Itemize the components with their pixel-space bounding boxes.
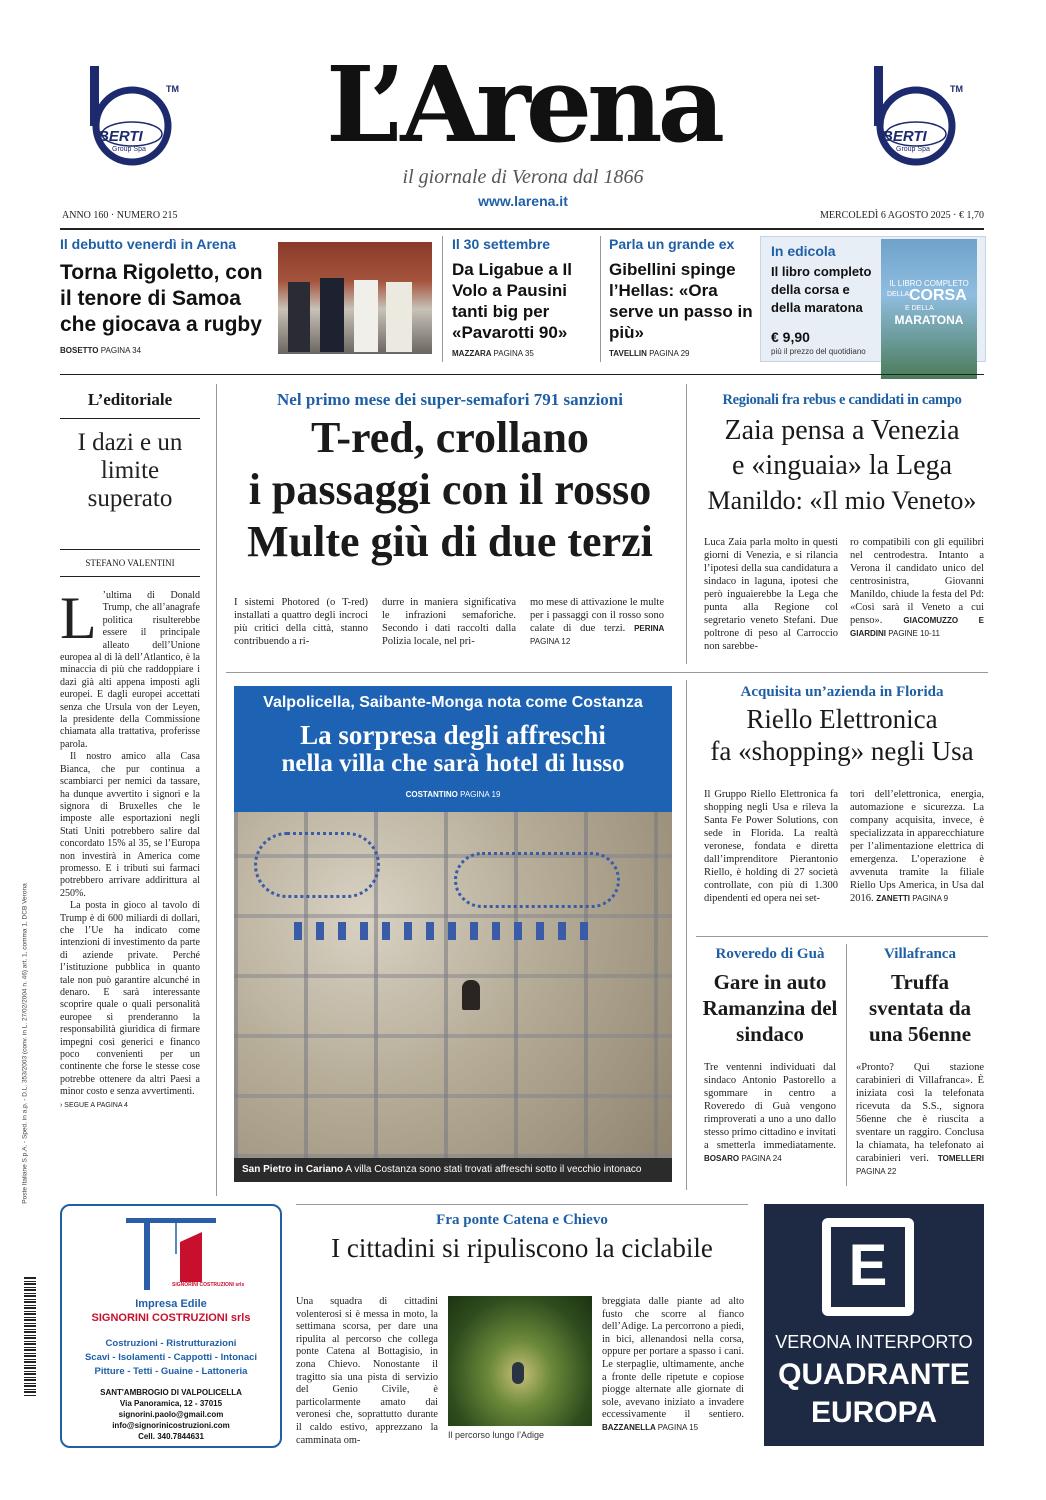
ad-phone: Cell. 340.7844631 xyxy=(138,1432,204,1441)
teaser-headline: Gibellini spinge l’Hellas: «Ora serve un passo in più» xyxy=(609,260,753,342)
rigoletto-photo xyxy=(278,242,432,354)
riello-article[interactable] xyxy=(696,684,988,924)
ad-city: SANT'AMBROGIO DI VALPOLICELLA xyxy=(100,1388,242,1397)
affreschi-caption: A villa Costanza sono stati trovati affreschi sotto il vecchio intonaco xyxy=(345,1164,642,1175)
ad-interporto[interactable] xyxy=(764,1204,984,1446)
ad-signorini[interactable] xyxy=(60,1204,282,1448)
edicola-kicker: In edicola xyxy=(771,243,836,259)
edicola-text: Il libro completo della corsa e della maratona xyxy=(771,264,872,315)
ciclabile-page: PAGINA 15 xyxy=(657,1422,699,1432)
zaia-headline-2: e «inguaia» la Lega xyxy=(731,450,952,481)
teaser-page: PAGINA 34 xyxy=(100,346,142,355)
zaia-headline-1: Zaia pensa a Venezia xyxy=(724,415,960,446)
ciclabile-col-1: Una squadra di cittadini volenterosi si è messa in moto, la settimana scorsa, per dare una ripulita al percorso che collega ponte Catena al Bottagisio, in zona Chievo. Nonostante il tragitto sia una pista di servizio del Genio Civile, è particolarmente amato dai veronesi che, soprattutto durante il caldo estivo, apprezzano la camminata om- xyxy=(296,1296,438,1446)
sponsor-sub: Group Spa xyxy=(112,146,146,153)
sponsor-tm: TM xyxy=(950,84,963,94)
affreschi-page: PAGINA 19 xyxy=(460,790,501,799)
ad-services-3: Pitture - Tetti - Guaine - Lattoneria xyxy=(94,1366,248,1377)
teaser-headline: Da Ligabue a Il Volo a Pausini tanti big per «Pavarotti 90» xyxy=(452,260,572,342)
ciclabile-col-2: breggiata dalle piante ad alto fusto che scorre al fianco dell’Adige. La percorrono a piedi, in bici, allenandosi nella corsa, oppure per portare a spasso i cani. Le sterpaglie, ultimamente, anche a fronte delle ripetute e copiose piogge alternate alle giornate di sole, avevano iniziato a invadere eccessivamente il sentiero. xyxy=(602,1296,744,1421)
roveredo-kicker: Roveredo di Guà xyxy=(715,946,825,962)
ad-company-type: Impresa Edile xyxy=(135,1298,207,1310)
editorial-author: STEFANO VALENTINI xyxy=(85,558,175,568)
riello-author: ZANETTI xyxy=(876,894,911,903)
edicola-price: € 9,90 xyxy=(771,329,810,345)
affreschi-kicker: Valpolicella, Saibante-Monga nota come Costanza xyxy=(263,694,643,711)
zaia-kicker: Regionali fra rebus e candidati in campo xyxy=(722,392,962,408)
masthead-title: L’Arena xyxy=(325,43,721,166)
ad-services-2: Scavi - Isolamenti - Cappotti - Intonaci xyxy=(84,1352,258,1363)
issue-date-price: MERCOLEDÌ 6 AGOSTO 2025 · € 1,70 xyxy=(820,210,984,221)
roveredo-body: Tre ventenni individuati dal sindaco Antonio Pastorello a sgommare in centro a Roveredo di Guà vengono rimproverati a uno a uno dallo stesso primo cittadino e invitati a smetterla immediatamente. xyxy=(704,1062,836,1151)
zaia-author: GIACOMUZZO E GIARDINI xyxy=(850,616,984,638)
affreschi-author: COSTANTINO xyxy=(405,790,458,799)
zaia-page: PAGINE 10-11 xyxy=(888,629,940,638)
ciclabile-headline: I cittadini si ripuliscono la ciclabile xyxy=(331,1233,713,1263)
ad-services-1: Costruzioni - Ristrutturazioni xyxy=(105,1338,237,1349)
riello-col-1: Il Gruppo Riello Elettronica fa shopping negli Usa e rileva la Santa Fe Power Solutions, con sede in Florida. La realtà veronese, fondata e diretta dall’imprenditore Pierantonio Riello, è holding di 27 società controllate, con più di 1.300 dipendenti ed opera nei set- xyxy=(704,789,838,904)
sponsor-name: BERTI xyxy=(98,128,143,145)
ad-sign: SIGNORINI COSTRUZIONI srls xyxy=(172,1282,245,1288)
tred-col-3: mo mese di attivazione le multe per i passaggi con il rosso sono calate di due terzi. xyxy=(530,597,664,634)
teaser-page: PAGINA 29 xyxy=(649,349,690,358)
editorial-dropcap: L xyxy=(60,585,97,651)
affreschi-headline-2: nella villa che sarà hotel di lusso xyxy=(281,750,625,777)
teaser-kicker: Parla un grande ex xyxy=(609,236,735,252)
issue-number: ANNO 160 · NUMERO 215 xyxy=(62,210,178,221)
villafranca-body: «Pronto? Qui stazione carabinieri di Villafranca». È iniziata così la telefonata ricevuta da S.S., signora 56enne che è riuscita a sventare un raggiro. Conclusa la chiamata, ha telefonato ai carabinieri veri. xyxy=(856,1062,984,1164)
crane-icon xyxy=(116,1214,226,1292)
tred-headline-1: T-red, crollano xyxy=(311,413,589,462)
sponsor-name: BERTI xyxy=(882,128,927,145)
interporto-logo-icon: E xyxy=(822,1218,914,1316)
teaser-rigoletto[interactable] xyxy=(60,236,270,364)
tred-author: PERINA xyxy=(634,624,664,633)
tred-headline-3: Multe giù di due terzi xyxy=(247,517,653,566)
edicola-price-note: più il prezzo del quotidiano xyxy=(771,347,866,356)
interporto-line-1: VERONA INTERPORTO xyxy=(775,1332,973,1352)
affreschi-caption-place: San Pietro in Cariano xyxy=(242,1164,344,1175)
sponsor-logo-right xyxy=(866,66,966,166)
villafranca-headline: Truffa sventata da una 56enne xyxy=(868,970,972,1046)
sponsor-logo-left xyxy=(82,66,182,166)
book-cover: IL LIBRO COMPLETO DELLA CORSA E DELLA MARATONA xyxy=(881,239,977,379)
affreschi-article[interactable] xyxy=(234,686,672,1182)
roveredo-page: PAGINA 24 xyxy=(741,1154,782,1163)
postal-legal-text: Poste Italiane S.p.A. - Sped. in a.p. - D.L. 353/2003 (conv. in L. 27/02/2004 n. 46) art. 1, comma 1, DCB Verona xyxy=(21,883,29,1204)
ciclabile-kicker: Fra ponte Catena e Chievo xyxy=(436,1212,608,1228)
interporto-line-3: EUROPA xyxy=(810,1396,938,1429)
ad-company: SIGNORINI COSTRUZIONI srls xyxy=(91,1312,251,1324)
barcode-icon xyxy=(24,1276,36,1396)
roveredo-headline: Gare in auto Ramanzina del sindaco xyxy=(702,970,838,1046)
sponsor-tm: TM xyxy=(166,84,179,94)
teaser-headline: Torna Rigoletto, con il tenore di Samoa che giocava a rugby xyxy=(60,261,263,336)
zaia-article[interactable] xyxy=(696,392,988,662)
zaia-col-2: ro compatibili con gli equilibri nel centrodestra. Intanto a Verona il candidato unico del centrosinistra, Giovanni Manildo, chiude la festa del Pd: «Così sarà il Veneto a cui penso». xyxy=(850,537,984,626)
ciclabile-photo-caption: Il percorso lungo l’Adige xyxy=(448,1430,545,1440)
ad-email-2[interactable]: info@signorinicostruzioni.com xyxy=(112,1421,230,1430)
villafranca-author: TOMELLERI xyxy=(937,1154,984,1163)
riello-kicker: Acquisita un’azienda in Florida xyxy=(740,684,944,700)
riello-page: PAGINA 9 xyxy=(912,894,949,903)
tred-col-1: I sistemi Photored (o T-red) installati a quattro degli incroci più critici della città, stanno contribuendo a ri- xyxy=(234,597,368,647)
roveredo-article[interactable] xyxy=(700,946,840,1186)
teaser-kicker: Il debutto venerdì in Arena xyxy=(60,236,237,252)
riello-col-2: tori dell’elettronica, energia, automazione e sicurezza. La company acquisita, invece, è specializzata in apparecchiature per l’alimentazione elettrica di emergenza. L’operazione è avvenuta tramite la filiale Riello Ups America, in Usa dal 2016. xyxy=(850,789,984,904)
editorial-continue[interactable]: › SEGUE A PAGINA 4 xyxy=(60,1101,128,1109)
interporto-line-2: QUADRANTE xyxy=(778,1358,970,1391)
zaia-headline-3: Manildo: «Il mio Veneto» xyxy=(707,486,977,515)
ciclabile-article[interactable] xyxy=(296,1212,748,1452)
riello-headline-2: fa «shopping» negli Usa xyxy=(710,736,974,766)
teaser-author: TAVELLIN xyxy=(609,349,647,358)
teaser-ligabue[interactable] xyxy=(452,236,594,364)
riello-headline-1: Riello Elettronica xyxy=(746,704,938,734)
tred-col-2: durre in maniera significativa le infrazioni semaforiche. Secondo i dati raccolti dalla Polizia locale, nel pri- xyxy=(382,597,516,647)
ad-address: Via Panoramica, 12 - 37015 xyxy=(119,1399,223,1408)
tred-headline-2: i passaggi con il rosso xyxy=(248,465,652,514)
affreschi-headline-1: La sorpresa degli affreschi xyxy=(300,720,606,750)
editorial-body: L ’ultima di Donald Trump, che all’anagrafe politica risulterebbe essere il principale alleato dell’Unione europea al di là dell’Atlantico, è la minaccia di più che raddoppiare i dazi già alti appena imposti agli europei. E dagli europei accettati senza che Ursula von der Leyen, la presidente della Commissione chiamata alla trattativa, proferisse parola. Il nostro amico alla Casa Bianca, che pur continua a scambiarci per nemici da tassare, ha dunque avvertito i signori e la signora di Bruxelles che le imposte alle esportazioni negli Stati Uniti potrebbero salire dal concordato 15% al 35, se l’Europa non investirà in America come promesso. E i tributi sui farmaci potrebbero arrivare addirittura al 250%. La posta in gioco al tavolo di Trump è di 600 miliardi di dollari, che l’Ue ha indicato come intenzioni di investimento da parte di aziende private. Perché l’istituzione pubblica in quanto tale non può garantire alcunché in denaro. E sarà interessante scoprire quale o quali personalità europee si prenderanno la responsabilità giuridica di firmare impegni così generici e financo poco convenienti per un continente che forse le stesse cose potrebbe ottenere da altri Paesi a minor costo e senza avvertimenti. › SEGUE A PAGINA 4 xyxy=(60,585,200,1109)
villafranca-page: PAGINA 22 xyxy=(856,1167,897,1176)
tred-kicker: Nel primo mese dei super-semafori 791 sanzioni xyxy=(277,390,623,409)
roveredo-author: BOSARO xyxy=(704,1154,740,1163)
editorial-label: L’editoriale xyxy=(87,390,173,409)
editorial[interactable] xyxy=(60,390,200,577)
masthead-url[interactable]: www.larena.it xyxy=(478,193,568,209)
ciclabile-photo xyxy=(448,1296,592,1426)
teaser-author: MAZZARA xyxy=(452,349,492,358)
zaia-col-1: Luca Zaia parla molto in questi giorni di Venezia, e si rilancia l’ipotesi della sua candidatura a sindaco in laguna, ipotesi che però inguaierebbe la Lega che punta alla Regione col segretario veneto Stefani. Due poltrone di peso al Carroccio non sarebbe- xyxy=(704,537,838,652)
affreschi-photo xyxy=(234,812,672,1158)
tred-page: PAGINA 12 xyxy=(530,637,571,646)
sponsor-sub: Group Spa xyxy=(896,146,930,153)
teaser-kicker: Il 30 settembre xyxy=(452,236,551,252)
ciclabile-author: BAZZANELLA xyxy=(602,1422,656,1432)
teaser-gibellini[interactable] xyxy=(609,236,753,364)
teaser-edicola[interactable] xyxy=(760,236,986,362)
ad-email-1[interactable]: signorini.paolo@gmail.com xyxy=(118,1410,224,1419)
villafranca-article[interactable] xyxy=(852,946,988,1186)
masthead-rule xyxy=(60,228,984,230)
masthead-subtitle: il giornale di Verona dal 1866 xyxy=(402,166,644,188)
tred-article[interactable] xyxy=(226,390,674,660)
villafranca-kicker: Villafranca xyxy=(884,946,956,962)
teaser-page: PAGINA 35 xyxy=(493,349,534,358)
editorial-title: I dazi e un limite superato xyxy=(77,429,183,512)
teaser-author: BOSETTO xyxy=(60,346,99,355)
